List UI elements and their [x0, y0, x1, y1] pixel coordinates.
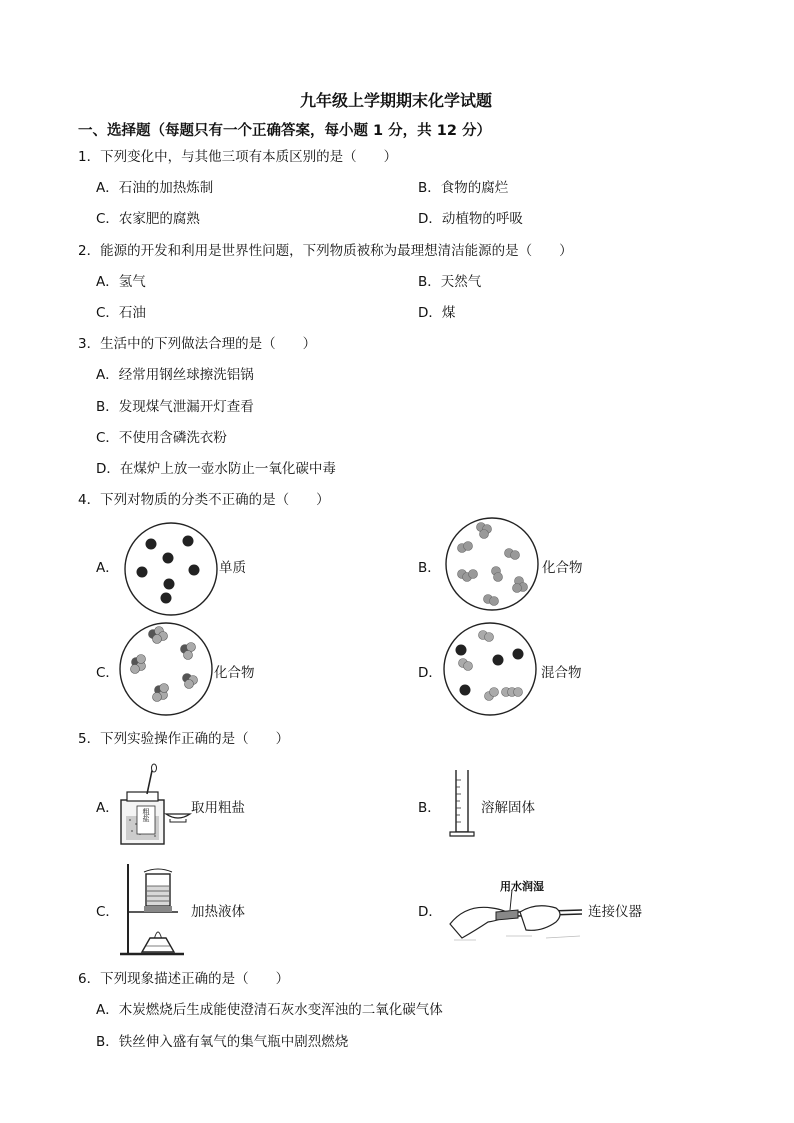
question-4-option-a-label: 单质 — [219, 560, 246, 576]
question-6-stem: 6．下列现象描述正确的是（ ） — [78, 971, 290, 987]
question-5-option-a-letter: A． — [96, 800, 119, 816]
question-4-option-b-letter: B． — [418, 560, 441, 576]
molecule-diagram-a — [124, 522, 218, 616]
molecule — [485, 688, 499, 701]
atom — [164, 579, 175, 590]
question-4-option-a-letter: A． — [96, 560, 119, 576]
question-1-stem: 1．下列变化中，与其他三项有本质区别的是（ ） — [78, 149, 398, 165]
connect-tubing-diagram — [446, 890, 586, 946]
question-4-option-d-letter: D． — [418, 665, 442, 681]
diagram-caption: 用水润湿 — [500, 880, 544, 893]
atom — [163, 553, 174, 564]
question-4-option-b-label: 化合物 — [542, 560, 583, 576]
graduated-cylinder-diagram — [448, 768, 476, 840]
jar-label: 粗盐 — [142, 808, 150, 822]
question-3-option-a: A．经常用钢丝球擦洗铝锅 — [96, 367, 254, 383]
question-1-option-c: C．农家肥的腐熟 — [96, 211, 200, 227]
molecule — [149, 627, 168, 644]
molecule-diagram-b — [445, 517, 539, 611]
question-5-option-b-label: 溶解固体 — [481, 800, 535, 816]
atom — [460, 685, 471, 696]
atom — [513, 649, 524, 660]
molecule — [131, 655, 146, 674]
molecule — [477, 523, 492, 539]
question-3-option-c: C．不使用含磷洗衣粉 — [96, 430, 227, 446]
question-3-stem: 3．生活中的下列做法合理的是（ ） — [78, 336, 317, 352]
question-2-option-b: B．天然气 — [418, 274, 482, 290]
question-5-option-c-label: 加热液体 — [191, 904, 245, 920]
atom — [137, 567, 148, 578]
section-heading: 一、选择题（每题只有一个正确答案，每小题 1 分，共 12 分） — [78, 123, 491, 139]
question-2-option-c: C．石油 — [96, 305, 146, 321]
molecule-diagram-d — [443, 622, 537, 716]
molecule — [492, 567, 503, 582]
atom — [161, 593, 172, 604]
question-6-option-a: A．木炭燃烧后生成能使澄清石灰水变浑浊的二氧化碳气体 — [96, 1002, 443, 1018]
atom — [183, 536, 194, 547]
atom — [189, 565, 200, 576]
question-2-option-a: A．氢气 — [96, 274, 146, 290]
molecule-diagram-c — [119, 622, 213, 716]
molecule — [181, 643, 196, 660]
heating-setup-diagram — [118, 860, 190, 958]
molecule — [458, 570, 478, 582]
molecule — [502, 688, 523, 697]
atom — [456, 645, 467, 656]
question-5-option-a-label: 取用粗盐 — [191, 800, 245, 816]
question-4-stem: 4．下列对物质的分类不正确的是（ ） — [78, 492, 330, 508]
question-5-option-d-label: 连接仪器 — [588, 904, 642, 920]
question-1-option-d: D．动植物的呼吸 — [418, 211, 523, 227]
question-6-option-b: B．铁丝伸入盛有氧气的集气瓶中剧烈燃烧 — [96, 1034, 349, 1050]
question-4-option-d-label: 混合物 — [541, 665, 582, 681]
question-5-option-d-letter: D． — [418, 904, 442, 920]
molecule — [458, 542, 473, 553]
question-5-option-b-letter: B． — [418, 800, 441, 816]
question-5-option-c-letter: C． — [96, 904, 119, 920]
molecule — [153, 684, 169, 702]
molecule — [479, 631, 494, 642]
question-4-option-c-letter: C． — [96, 665, 119, 681]
question-3-option-d: D．在煤炉上放一壶水防止一氧化碳中毒 — [96, 461, 336, 477]
salt-jar-spoon-diagram — [118, 764, 198, 846]
molecule — [513, 577, 528, 593]
question-2-stem: 2．能源的开发和利用是世界性问题，下列物质被称为最理想清洁能源的是（ ） — [78, 243, 573, 259]
atom — [146, 539, 157, 550]
diagram-border — [446, 518, 538, 610]
page-title: 九年级上学期期末化学试题 — [300, 91, 493, 110]
question-1-option-a: A．石油的加热炼制 — [96, 180, 214, 196]
molecule — [484, 595, 499, 606]
molecule — [183, 674, 198, 689]
atom — [493, 655, 504, 666]
question-2-option-d: D．煤 — [418, 305, 456, 321]
question-1-option-b: B．食物的腐烂 — [418, 180, 509, 196]
molecule — [505, 549, 520, 560]
molecule — [459, 659, 473, 671]
question-3-option-b: B．发现煤气泄漏开灯查看 — [96, 399, 254, 415]
question-4-option-c-label: 化合物 — [214, 665, 255, 681]
question-5-stem: 5．下列实验操作正确的是（ ） — [78, 731, 290, 747]
